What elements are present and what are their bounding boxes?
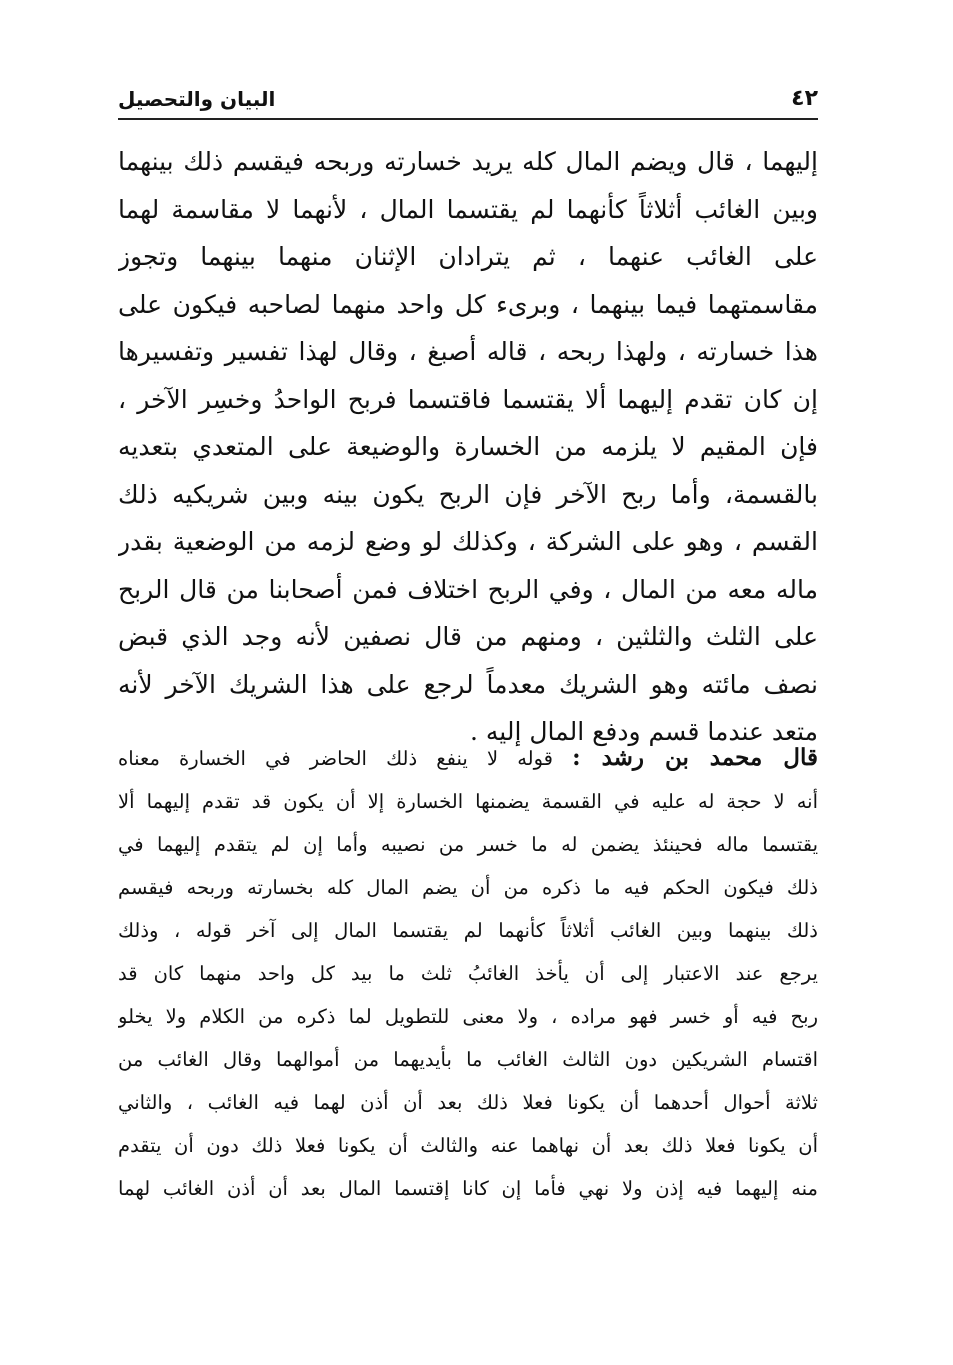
- main-text-block: [118, 138, 818, 756]
- page-header: [118, 84, 818, 118]
- main-text-line: القسم ، وهو على الشركة ، وكذلك لو وضع لزمه من الوضعية بقدر: [118, 527, 818, 556]
- main-text-line: بالقسمة، وأما ربح الآخر فإن الربح يكون بينه وبين شريكيه ذلك: [118, 479, 818, 509]
- main-text-line: فإن المقيم لا يلزمه من الخسارة والوضيعة على المتعدي بتعديه: [118, 432, 818, 461]
- running-title: البيان والتحصيل: [118, 87, 276, 111]
- main-text-line: إليهما ، قال ويضم المال كله يريد خسارته وربحه فيقسم ذلك بينهما: [118, 147, 818, 176]
- header-divider: [118, 118, 818, 120]
- main-text-line: مقاسمتهما فيما بينهما ، وبرىء كل واحد منهما لصاحبه فيكون على: [118, 289, 818, 319]
- commentary-first-line-text: قوله لا ينفع ذلك الحاضر في الخسارة معناه: [118, 747, 573, 770]
- commentary-line: منه إليهما فيه إذن ولا نهي فأما إن كانا إقتسما المال بعد أن أذن الغائب لهما: [118, 1177, 818, 1200]
- page-number: ٤٢: [791, 86, 818, 111]
- commentary-line: يرجع عند الاعتبار إلى أن يأخذ الغائبُ ثلث ما بيد كل واحد منهما كان قد: [118, 962, 818, 985]
- commentary-line: أنه لا حجة له عليه في القسمة يضمنها الخسارة إلا أن يكون قد تقدم إليهما ألا: [118, 790, 818, 813]
- commentary-line: ذلك بينهما وبين الغائب أثلاثاً كأنهما لم يقتسما المال إلى آخر قوله ، وذلك: [118, 919, 818, 942]
- commentary-line: أن يكونا فعلا ذلك بعد أن نهاهما عنه والثالث أن يكونا فعلا ذلك دون أن يتقدم: [118, 1134, 818, 1157]
- main-text-line: نصف مائته وهو الشريك معدماً لرجع على هذا الشريك الآخر لأنه: [118, 669, 818, 699]
- main-text-line: وبين الغائب أثلاثاً كأنهما لم يقتسما المال ، لأنهما لا مقاسمة لهما: [118, 194, 818, 224]
- commentary-line: ثلاثة أحوال أحدهما أن يكونا فعلا ذلك بعد أن أذن لهما فيه الغائب ، والثاني: [118, 1091, 818, 1114]
- commentary-line: ذلك فيكون الحكم فيه ما ذكره من أن يضم المال كله بخسارته وربحه فيقسم: [118, 876, 818, 899]
- main-text-line: هذا خسارته ، ولهذا ربحه ، قاله أصبغ ، وقال لهذا تفسير وتفسيرها: [118, 337, 818, 366]
- main-text-line: على الثلث والثلثين ، ومنهم من قال نصفين لأنه وجد الذي قبض: [118, 622, 818, 651]
- main-text-line: على الغائب عنهما ، ثم يترادان الإثنان منهما بينهما وتجوز: [118, 242, 818, 271]
- main-text-line: ماله معه من المال ، وفي الربح اختلاف فمن أصحابنا من قال الربح: [118, 574, 818, 604]
- commentary-lead: قال محمد بن رشد :: [572, 744, 818, 771]
- commentary-first-line: [118, 735, 818, 780]
- commentary-line: اقتسام الشريكين دون الثالث الغائب ما بأيديهما من أموالهما وقال الغائب من: [118, 1048, 818, 1071]
- commentary-block: [118, 735, 818, 1210]
- main-text-line: إن كان تقدم إليهما ألا يقتسما فاقتسما فربح الواحدُ وخسِر الآخر ،: [118, 384, 818, 414]
- commentary-line: ربح فيه أو خسر فهو مراده ، ولا معنى للتطويل لما ذكره من الكلام ولا يخلو: [118, 1005, 818, 1028]
- main-text-line: متعد عندما قسم ودفع المال إليه .: [470, 717, 818, 746]
- commentary-line: يقتسما ماله فحينئذ يضمن له ما خسر من نصيبه وأما إن لم يتقدم إليهما في: [118, 833, 818, 856]
